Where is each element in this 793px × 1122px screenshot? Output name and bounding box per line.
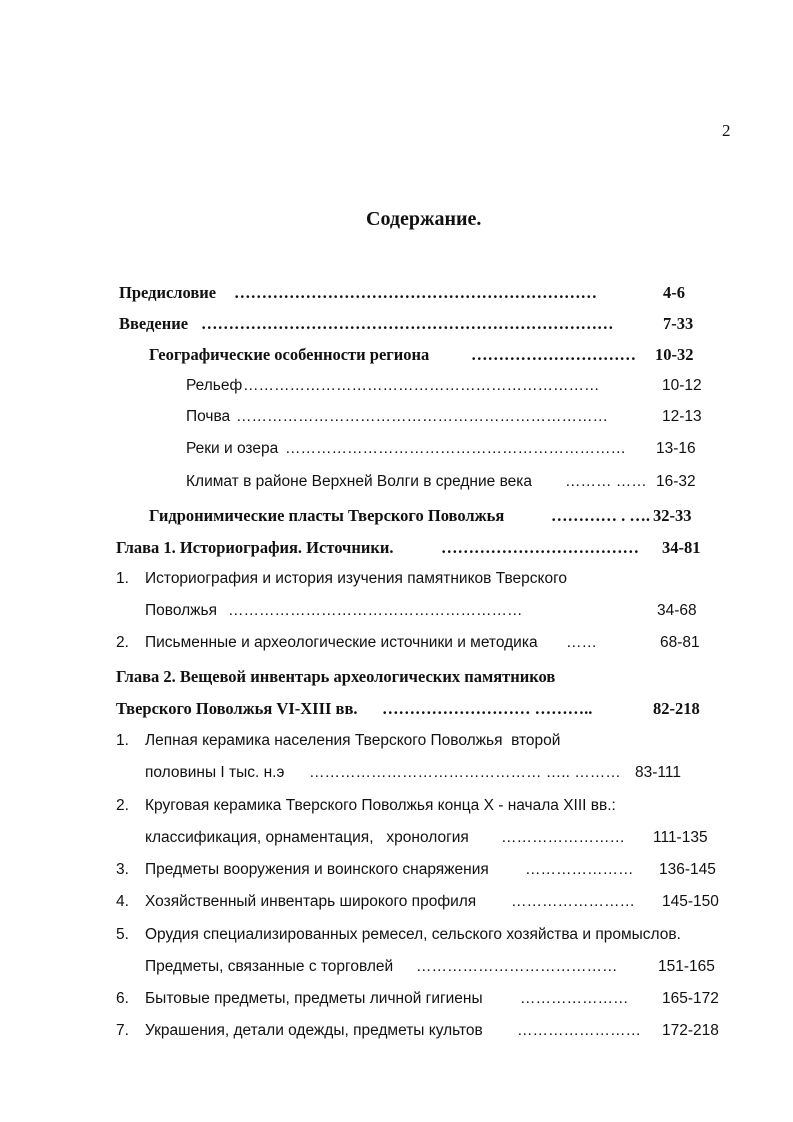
entry-label: Бытовые предметы, предметы личной гигиены xyxy=(145,990,483,1007)
toc-entry-chapter-2 xyxy=(116,667,716,691)
toc-entry-2-6 xyxy=(116,990,736,1014)
entry-label: Историография и история изучения памятников Тверского xyxy=(145,570,568,587)
entry-pages: 12-13 xyxy=(662,408,702,425)
toc-entry-2-1-cont xyxy=(145,764,715,788)
toc-entry-foreword xyxy=(119,283,699,307)
toc-entry-2-3 xyxy=(116,861,726,885)
entry-leader: ………………………………………………………………… xyxy=(201,314,614,333)
entry-label: Географические особенности региона xyxy=(149,345,430,364)
toc-entry-hydronyms xyxy=(149,506,699,530)
entry-label: Хозяйственный инвентарь широкого профиля xyxy=(145,893,477,910)
entry-leader: ……………………… ……….. xyxy=(382,699,597,718)
entry-leader: ………………………… xyxy=(471,345,636,364)
entry-label: Глава 2. Вещевой инвентарь археологических памятников xyxy=(116,667,556,686)
entry-number: 2. xyxy=(116,634,129,651)
entry-leader: ……… …… xyxy=(565,473,647,490)
entry-label: Почва xyxy=(186,408,231,425)
entry-leader: ………………………………………………………… xyxy=(234,283,597,302)
entry-number: 1. xyxy=(116,732,129,749)
toc-entry-2-7 xyxy=(116,1022,736,1046)
toc-entry-chapter-2-cont xyxy=(116,699,716,723)
toc-entry-relief xyxy=(186,377,706,401)
entry-pages: 165-172 xyxy=(662,990,719,1007)
toc-entry-introduction xyxy=(119,314,699,338)
entry-label: Тверского Поволжья VI-XIII вв. xyxy=(116,699,362,718)
entry-leader: …………………… xyxy=(511,893,635,910)
entry-pages: 4-6 xyxy=(663,283,685,302)
entry-pages: 7-33 xyxy=(663,314,694,333)
entry-leader: ………………………………………………… xyxy=(228,602,523,619)
entry-pages: 13-16 xyxy=(656,440,696,457)
entry-number: 4. xyxy=(116,893,129,910)
toc-entry-1-1-cont xyxy=(145,602,705,626)
toc-entry-1-2 xyxy=(116,634,716,658)
entry-number: 5. xyxy=(116,926,129,943)
entry-pages: 10-12 xyxy=(662,377,702,394)
entry-leader: …… xyxy=(566,634,597,651)
toc-entry-chapter-1 xyxy=(116,538,706,562)
entry-pages: 34-81 xyxy=(662,538,701,557)
entry-pages: 34-68 xyxy=(657,602,697,619)
entry-label: Предметы вооружения и воинского снаряжения xyxy=(145,861,489,878)
toc-entry-2-1 xyxy=(116,732,716,756)
entry-label: классификация, орнаментация, хронология xyxy=(145,829,474,846)
entry-number: 1. xyxy=(116,570,129,587)
entry-pages: 16-32 xyxy=(656,473,696,490)
entry-leader: ………………………………… xyxy=(416,958,618,975)
entry-leader: ………………………………………………………… xyxy=(285,440,626,457)
entry-label: Предисловие xyxy=(119,283,217,302)
entry-leader: ………… . …. xyxy=(551,506,650,525)
entry-leader: ……………………………… xyxy=(441,538,639,557)
toc-entry-2-5-cont xyxy=(145,958,725,982)
entry-number: 3. xyxy=(116,861,129,878)
entry-label: Украшения, детали одежды, предметы культов xyxy=(145,1022,483,1039)
entry-pages: 82-218 xyxy=(653,699,700,718)
toc-entry-geography xyxy=(149,345,699,369)
toc-entry-soil xyxy=(186,408,706,432)
entry-number: 2. xyxy=(116,797,129,814)
entry-label: Введение xyxy=(119,314,189,333)
entry-label: Гидронимические пласты Тверского Поволжья xyxy=(149,506,505,525)
toc-entry-rivers xyxy=(186,440,706,464)
toc-entry-2-2 xyxy=(116,797,736,821)
entry-label: Рельеф xyxy=(186,377,243,394)
toc-entry-2-4 xyxy=(116,893,726,917)
entry-leader: …………………… xyxy=(501,829,625,846)
entry-pages: 151-165 xyxy=(658,958,715,975)
entry-label: половины I тыс. н.э xyxy=(145,764,285,781)
entry-label: Поволжья xyxy=(145,602,217,619)
toc-entry-climate xyxy=(186,473,706,497)
entry-label: Глава 1. Историография. Источники. xyxy=(116,538,398,557)
entry-leader: …………………… xyxy=(517,1022,641,1039)
entry-pages: 145-150 xyxy=(662,893,719,910)
entry-pages: 136-145 xyxy=(659,861,716,878)
entry-number: 6. xyxy=(116,990,129,1007)
entry-pages: 172-218 xyxy=(662,1022,719,1039)
entry-leader: …………………………………………………………… xyxy=(243,377,600,394)
entry-pages: 68-81 xyxy=(660,634,700,651)
toc-title: Содержание. xyxy=(366,208,482,230)
page-number: 2 xyxy=(722,121,731,140)
entry-leader: ……………………………………………………………… xyxy=(236,408,608,425)
entry-label: Предметы, связанные с торговлей xyxy=(145,958,394,975)
entry-label: Круговая керамика Тверского Поволжья конца X - начала XIII вв.: xyxy=(145,797,616,814)
entry-label: Климат в районе Верхней Волги в средние века xyxy=(186,473,533,490)
entry-number: 7. xyxy=(116,1022,129,1039)
entry-pages: 83-111 xyxy=(635,764,681,781)
toc-entry-2-2-cont xyxy=(145,829,725,853)
entry-leader: ……………………………………… ….. ……… xyxy=(309,764,621,781)
entry-label: Реки и озера xyxy=(186,440,279,457)
entry-label: Лепная керамика населения Тверского Поволжья второй xyxy=(145,732,561,749)
entry-pages: 32-33 xyxy=(653,506,692,525)
entry-label: Письменные и археологические источники и методика xyxy=(145,634,538,651)
toc-entry-2-5 xyxy=(116,926,741,950)
entry-leader: ………………… xyxy=(520,990,629,1007)
toc-entry-1-1 xyxy=(116,570,716,594)
entry-leader: ………………… xyxy=(525,861,634,878)
entry-pages: 10-32 xyxy=(655,345,694,364)
entry-pages: 111-135 xyxy=(653,829,708,846)
entry-label: Орудия специализированных ремесел, сельского хозяйства и промыслов. xyxy=(145,926,681,943)
